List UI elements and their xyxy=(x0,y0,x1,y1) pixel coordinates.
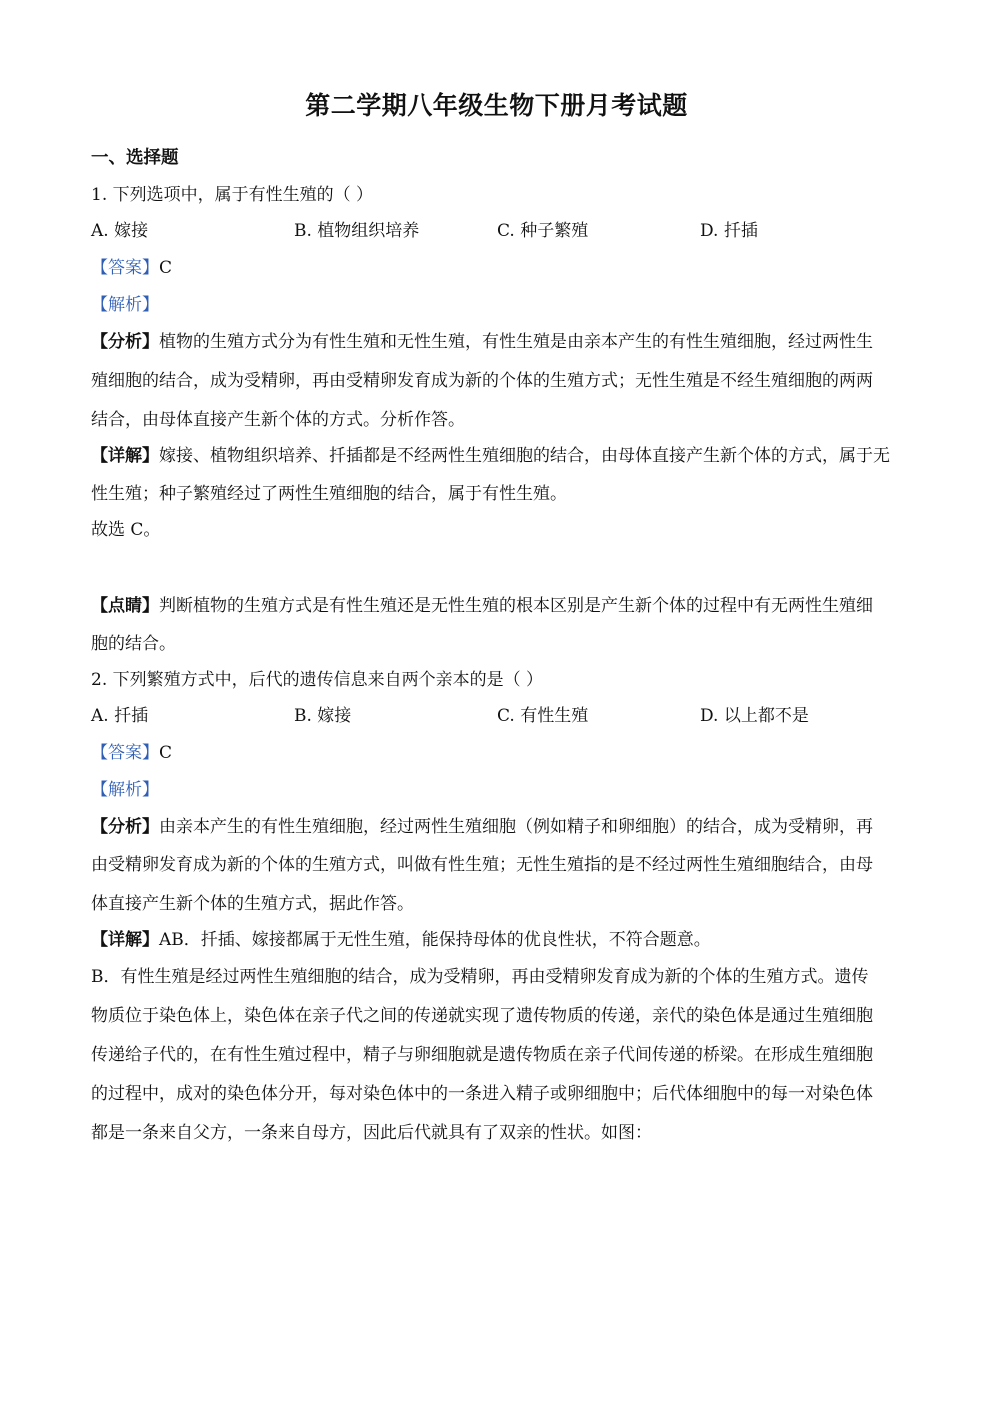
question-1-fenxi-line-1 xyxy=(91,330,873,354)
fenxi-tag: 【分析】 xyxy=(91,332,159,352)
question-2-b-line-2: 物质位于染色体上，染色体在亲子代之间的传递就实现了遗传物质的传递，亲代的染色体是通过生殖细胞 xyxy=(91,1006,873,1026)
xiangjie-text: 嫁接、植物组织培养、扦插都是不经两性生殖细胞的结合，由母体直接产生新个体的方式，属于无 xyxy=(159,446,890,466)
answer-value: C xyxy=(159,743,173,763)
question-2-option-c: C. 有性生殖 xyxy=(497,706,589,726)
section-heading: 一、选择题 xyxy=(91,148,179,168)
fenxi-tag: 【分析】 xyxy=(91,817,159,837)
answer-tag: 【答案】 xyxy=(91,743,159,763)
fenxi-text: 植物的生殖方式分为有性生殖和无性生殖，有性生殖是由亲本产生的有性生殖细胞，经过两性生 xyxy=(159,332,873,352)
question-1-option-a: A. 嫁接 xyxy=(91,221,149,241)
question-2-option-d: D. 以上都不是 xyxy=(700,706,809,726)
question-2-option-b: B. 嫁接 xyxy=(294,706,352,726)
page-title: 第二学期八年级生物下册月考试题 xyxy=(305,91,688,120)
xiangjie-tag: 【详解】 xyxy=(91,446,159,466)
question-1-option-d: D. 扦插 xyxy=(700,221,758,241)
question-2-xiangjie-line-1 xyxy=(91,928,711,952)
answer-tag: 【答案】 xyxy=(91,258,159,278)
question-1-answer xyxy=(91,256,172,280)
fenxi-text: 由亲本产生的有性生殖细胞，经过两性生殖细胞（例如精子和卵细胞）的结合，成为受精卵，再 xyxy=(159,817,873,837)
xiangjie-tag: 【详解】 xyxy=(91,930,159,950)
answer-value: C xyxy=(159,258,173,278)
question-2-fenxi-line-2: 由受精卵发育成为新的个体的生殖方式，叫做有性生殖；无性生殖指的是不经过两性生殖细胞结合，由母 xyxy=(91,855,873,875)
question-1-analysis-tag: 【解析】 xyxy=(91,295,159,315)
question-1-dianjing-line-1 xyxy=(91,594,873,618)
question-2-stem: 2. 下列繁殖方式中，后代的遗传信息来自两个亲本的是（ ） xyxy=(91,670,544,690)
dianjing-text: 判断植物的生殖方式是有性生殖还是无性生殖的根本区别是产生新个体的过程中有无两性生殖细 xyxy=(159,596,873,616)
question-2-b-line-1: B．有性生殖是经过两性生殖细胞的结合，成为受精卵，再由受精卵发育成为新的个体的生殖方式。遗传 xyxy=(91,967,869,987)
question-2-option-a: A. 扦插 xyxy=(91,706,149,726)
question-1-stem: 1. 下列选项中，属于有性生殖的（ ） xyxy=(91,185,374,205)
question-2-analysis-tag: 【解析】 xyxy=(91,780,159,800)
question-1-option-c: C. 种子繁殖 xyxy=(497,221,589,241)
question-1-option-b: B. 植物组织培养 xyxy=(294,221,420,241)
question-2-b-line-3: 传递给子代的，在有性生殖过程中，精子与卵细胞就是遗传物质在亲子代间传递的桥梁。在形成生殖细胞 xyxy=(91,1045,873,1065)
xiangjie-text: AB．扦插、嫁接都属于无性生殖，能保持母体的优良性状，不符合题意。 xyxy=(159,930,711,950)
question-2-fenxi-line-3: 体直接产生新个体的生殖方式，据此作答。 xyxy=(91,894,414,914)
question-1-fenxi-line-3: 结合，由母体直接产生新个体的方式。分析作答。 xyxy=(91,410,465,430)
question-1-xiangjie-line-2: 性生殖；种子繁殖经过了两性生殖细胞的结合，属于有性生殖。 xyxy=(91,484,567,504)
question-1-choose: 故选 C。 xyxy=(91,520,161,540)
question-1-fenxi-line-2: 殖细胞的结合，成为受精卵，再由受精卵发育成为新的个体的生殖方式；无性生殖是不经生殖细胞的两两 xyxy=(91,371,873,391)
question-1-xiangjie-line-1 xyxy=(91,444,890,468)
question-1-dianjing-line-2: 胞的结合。 xyxy=(91,634,176,654)
dianjing-tag: 【点睛】 xyxy=(91,596,159,616)
question-2-b-line-4: 的过程中，成对的染色体分开，每对染色体中的一条进入精子或卵细胞中；后代体细胞中的每一对染色体 xyxy=(91,1084,873,1104)
question-2-b-line-5: 都是一条来自父方，一条来自母方，因此后代就具有了双亲的性状。如图： xyxy=(91,1123,652,1143)
question-2-fenxi-line-1 xyxy=(91,815,873,839)
question-2-answer xyxy=(91,741,172,765)
